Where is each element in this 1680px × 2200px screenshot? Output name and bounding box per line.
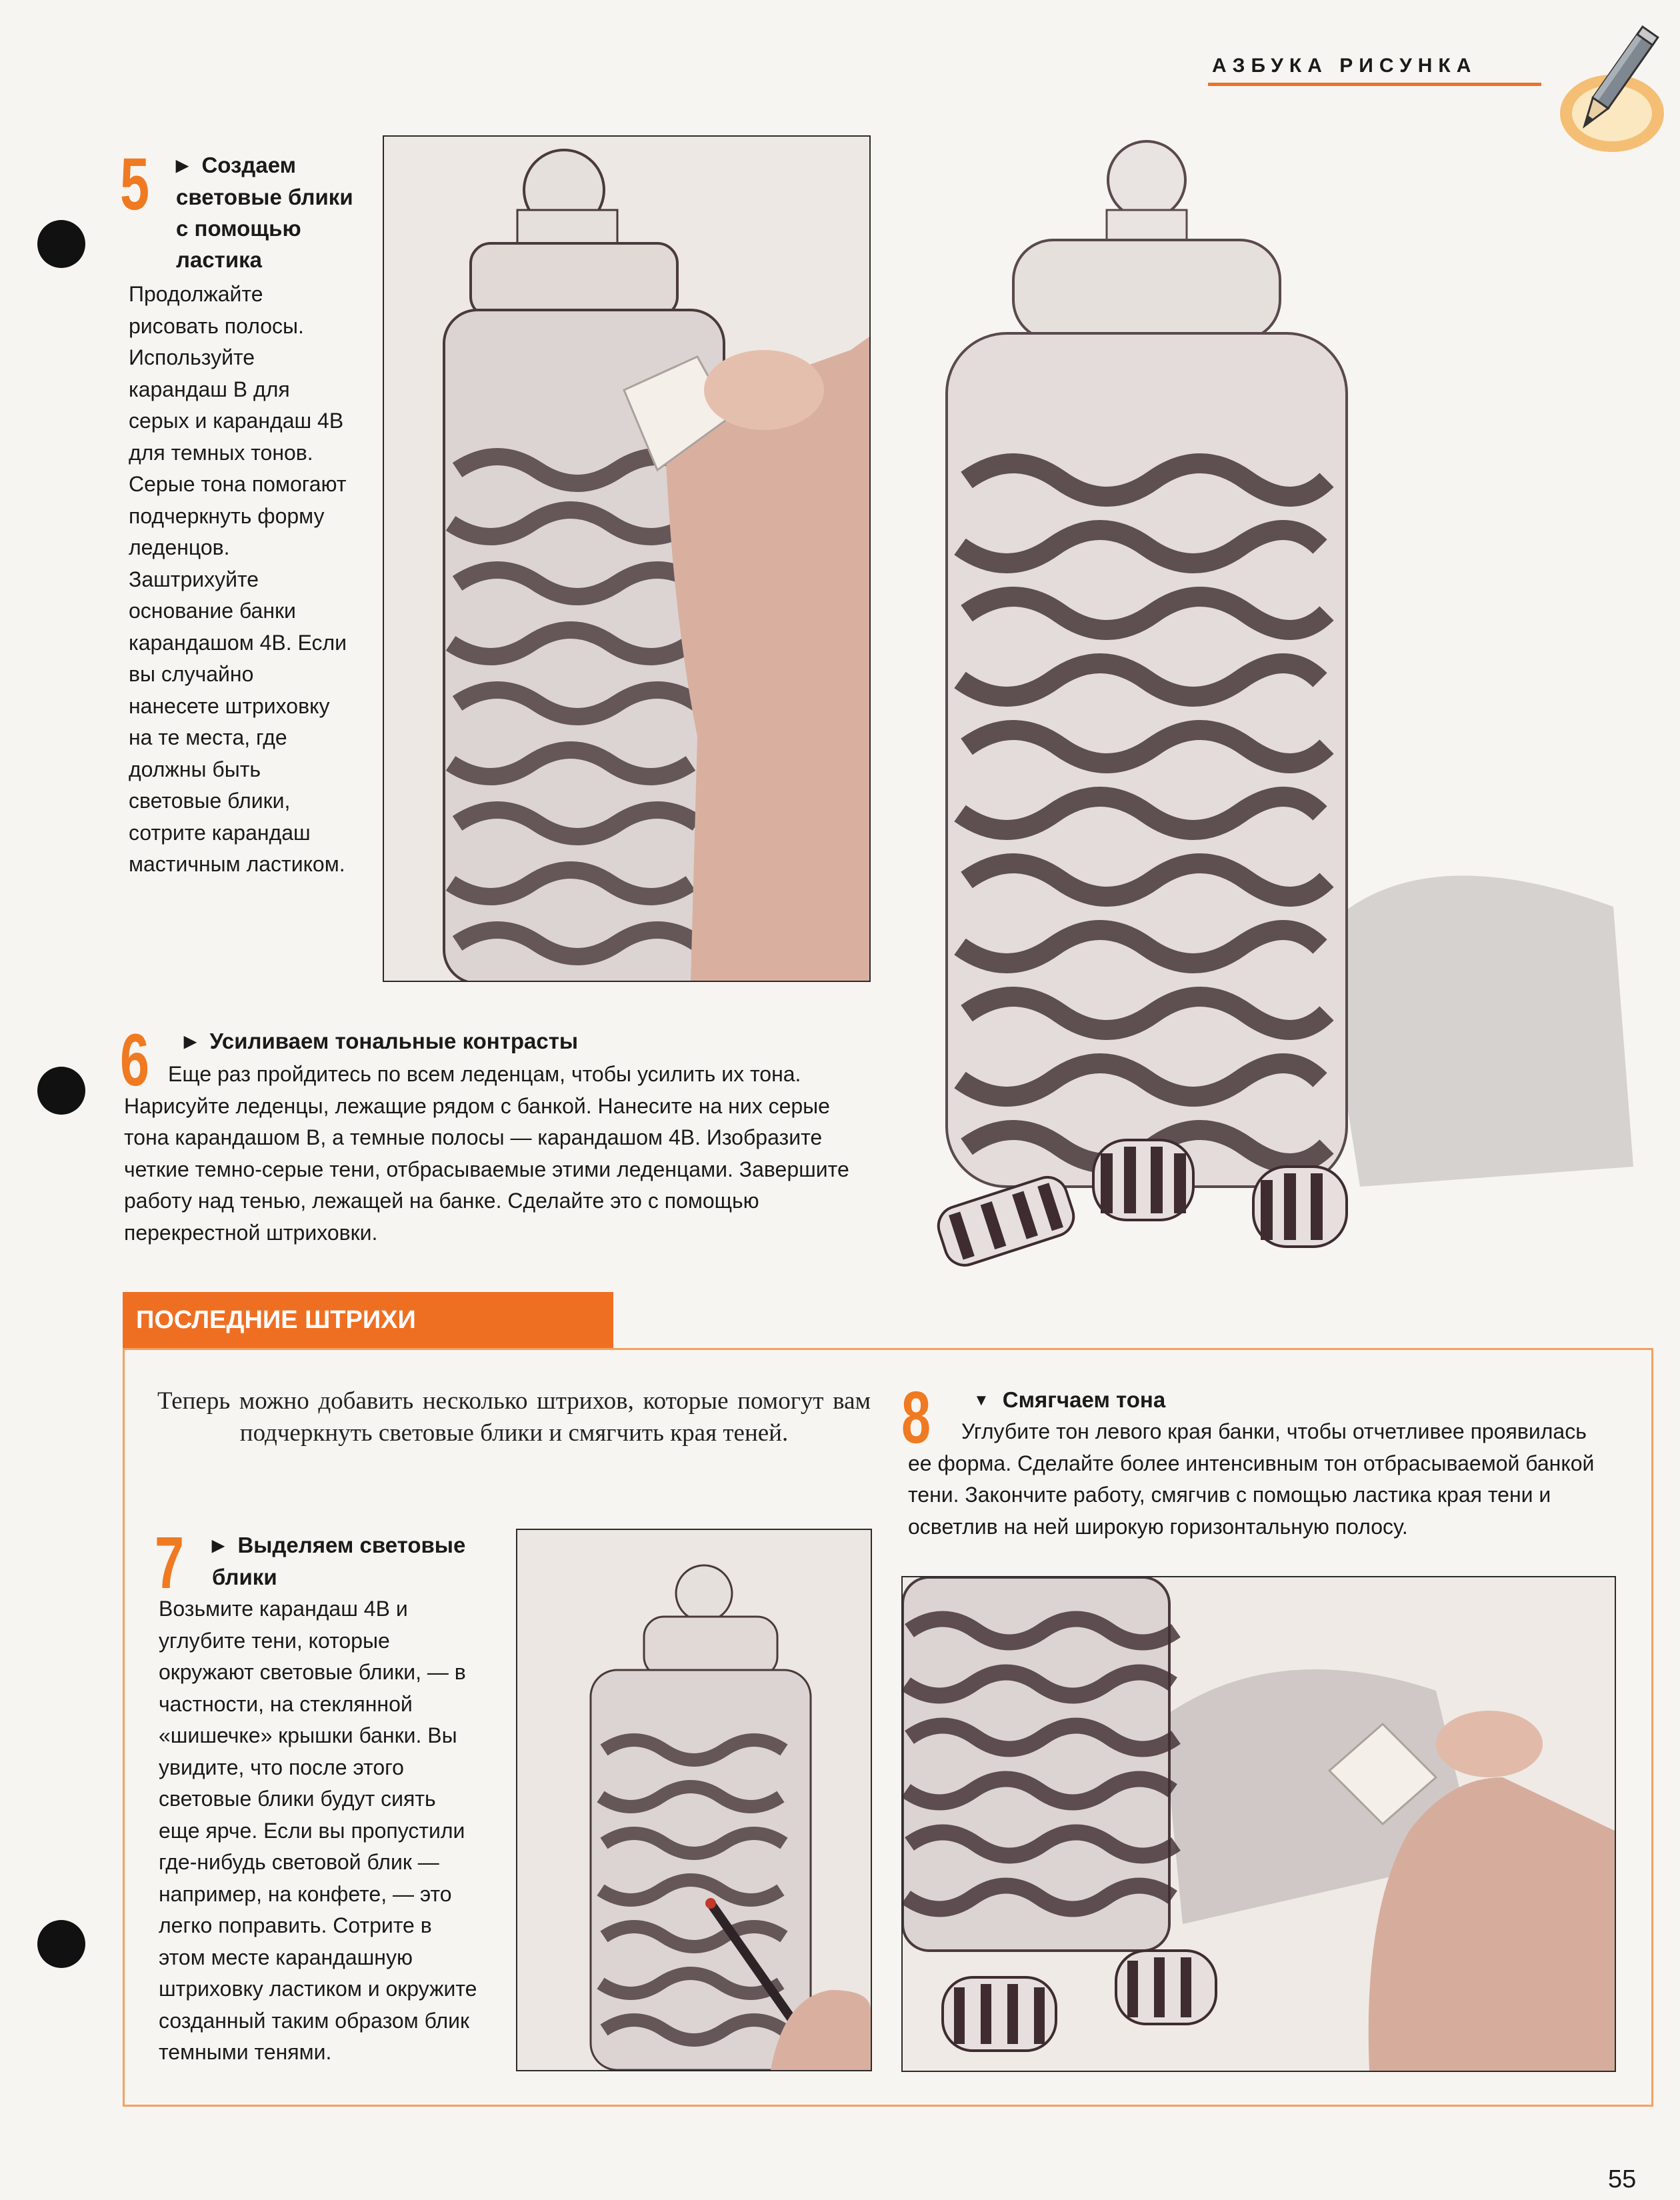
- step-5-text: Продолжайте рисовать полосы. Используйте карандаш B для серых и карандаш 4B для темных тонов. Серые тона помогают подчеркнуть форму леденцов. Заштрихуйте основание банки карандашом 4B. Если вы случайно нанесете штриховку на те места, где должны быть световые блики, сотрите карандаш мастичным ластиком.: [129, 282, 347, 876]
- drawing-finished-jar: [893, 133, 1640, 1333]
- section-title: ПОСЛЕДНИЕ ШТРИХИ: [123, 1292, 613, 1348]
- photo-jar-pencil: [516, 1529, 872, 2071]
- step-5-title-text: Создаем световые блики с помощью ластика: [176, 153, 353, 272]
- step-8-title-text: Смягчаем тона: [1002, 1387, 1166, 1412]
- step-7-text: Возьмите карандаш 4B и углубите тени, которые окружают световые блики, — в частности, на стеклянной «шишечке» крышки банки. Вы увидите, что после этого световые блики будут сиять еще ярче. Если вы пропустили где-нибудь световой блик — например, на конфете, — это легко поправить. Сотрите в этом месте карандашную штриховку ластиком и окружите созданный таким образом блик темными тенями.: [159, 1597, 477, 2064]
- arrow-right-icon: ▶: [212, 1537, 225, 1555]
- section-intro: Теперь можно добавить несколько штрихов, которые помогут вам подчеркнуть световые блики и смягчить края теней.: [157, 1387, 871, 1447]
- photo-jar-shadow-eraser: [901, 1576, 1616, 2072]
- binder-hole-top: [37, 220, 85, 268]
- step-7-title-text: Выделяем световые блики: [212, 1533, 466, 1589]
- step-7-number: 7: [155, 1522, 185, 1604]
- step-8-number: 8: [901, 1377, 931, 1459]
- binder-hole-bottom: [37, 1920, 85, 1968]
- step-6-title-text: Усиливаем тональные контрасты: [209, 1029, 579, 1053]
- arrow-right-icon: ▶: [184, 1033, 197, 1051]
- step-7-title: [212, 1529, 492, 1593]
- step-5-number: 5: [120, 143, 150, 225]
- arrow-right-icon: ▶: [176, 157, 189, 175]
- step-8-title: [973, 1384, 1373, 1416]
- arrow-down-icon: ▼: [973, 1391, 989, 1409]
- step-8-text: Углубите тон левого края банки, чтобы отчетливее проявилась ее форма. Сделайте более интенсивным тон отбрасываемой банкой тени. Закончите работу, смягчив с помощью ластика края тени и осветлив на ней широкую горизонтальную полосу.: [908, 1419, 1595, 1539]
- header-rule: [1208, 83, 1541, 86]
- step-6-number: 6: [120, 1019, 150, 1101]
- binder-hole-middle: [37, 1067, 85, 1115]
- step-5-title: [176, 149, 356, 275]
- page-number: 55: [1608, 2165, 1637, 2193]
- step-6-text: Еще раз пройдитесь по всем леденцам, чтобы усилить их тона. Нарисуйте леденцы, лежащие рядом с банкой. Нанесите на них серые тона карандашом B, а темные полосы — карандашом 4B. Изобразите четкие темно-серые тени, отбрасываемые этими леденцами. Завершите работу над тенью, лежащей на банке. Сделайте это с помощью перекрестной штриховки.: [124, 1062, 849, 1245]
- step-6-title: [184, 1025, 717, 1057]
- header-title: АЗБУКА РИСУНКА: [1212, 55, 1477, 77]
- photo-jar-eraser: [383, 135, 871, 982]
